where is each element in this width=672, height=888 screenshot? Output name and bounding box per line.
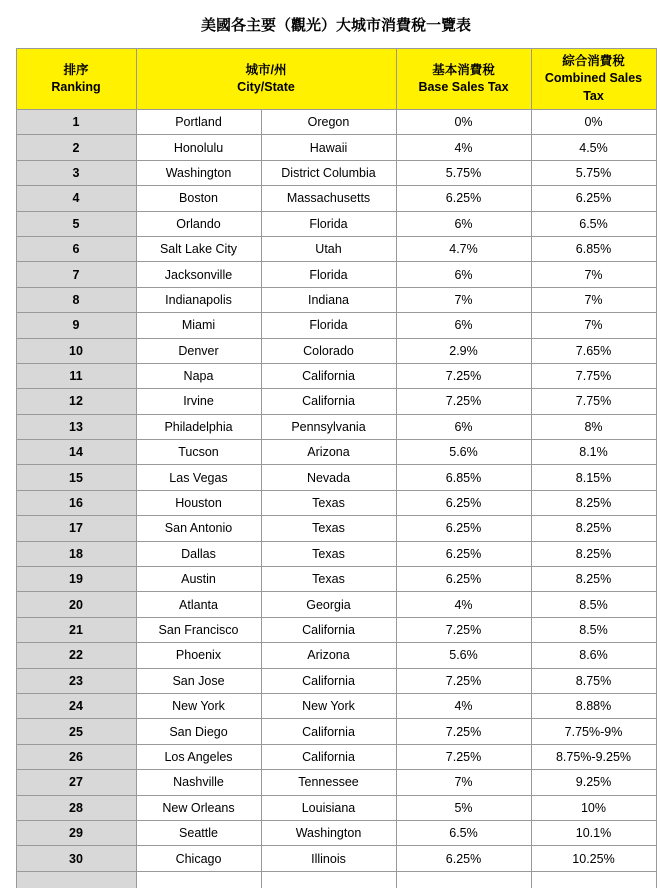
rank-cell: 12 xyxy=(16,389,136,414)
table-row xyxy=(16,186,656,211)
header-row xyxy=(16,49,656,110)
table-row xyxy=(16,338,656,363)
header-ranking-en: Ranking xyxy=(51,80,101,94)
base-tax-cell: 7.25% xyxy=(396,363,531,388)
base-tax-cell: 5.75% xyxy=(396,160,531,185)
state-cell: Tennessee xyxy=(261,770,396,795)
table-row xyxy=(16,541,656,566)
combined-tax-cell: 8.1% xyxy=(531,440,656,465)
table-row xyxy=(16,567,656,592)
header-combined-tax xyxy=(531,49,656,110)
combined-tax-cell: 8.25% xyxy=(531,490,656,515)
base-tax-cell: 7.25% xyxy=(396,389,531,414)
base-tax-cell: 6.5% xyxy=(396,820,531,845)
table-row-partial xyxy=(16,871,656,888)
table-row xyxy=(16,440,656,465)
base-tax-cell: 6% xyxy=(396,414,531,439)
table-row xyxy=(16,110,656,135)
rank-cell: 6 xyxy=(16,236,136,261)
city-cell: Dallas xyxy=(136,541,261,566)
city-cell: San Francisco xyxy=(136,617,261,642)
table-row xyxy=(16,287,656,312)
table-row xyxy=(16,135,656,160)
city-cell: Chicago xyxy=(136,846,261,871)
table-row xyxy=(16,160,656,185)
rank-cell: 7 xyxy=(16,262,136,287)
base-tax-cell: 7.25% xyxy=(396,744,531,769)
combined-tax-cell: 10% xyxy=(531,795,656,820)
page-title: 美國各主要（觀光）大城市消費稅一覽表 xyxy=(200,17,471,34)
rank-cell: 11 xyxy=(16,363,136,388)
state-cell: Arizona xyxy=(261,643,396,668)
state-cell: District Columbia xyxy=(261,160,396,185)
combined-tax-cell: 8.25% xyxy=(531,541,656,566)
city-cell: Irvine xyxy=(136,389,261,414)
state-cell: California xyxy=(261,363,396,388)
base-tax-cell: 6.25% xyxy=(396,516,531,541)
table-row xyxy=(16,617,656,642)
city-cell: Indianapolis xyxy=(136,287,261,312)
city-cell: Seattle xyxy=(136,820,261,845)
base-tax-cell: 5% xyxy=(396,795,531,820)
table-row xyxy=(16,389,656,414)
sales-tax-table xyxy=(16,48,657,888)
combined-tax-cell: 5.75% xyxy=(531,160,656,185)
base-tax-cell: 7.25% xyxy=(396,668,531,693)
state-cell: Florida xyxy=(261,262,396,287)
rank-cell: 19 xyxy=(16,567,136,592)
state-cell: Texas xyxy=(261,541,396,566)
rank-cell: 1 xyxy=(16,110,136,135)
rank-cell: 8 xyxy=(16,287,136,312)
combined-tax-cell: 8% xyxy=(531,414,656,439)
rank-cell: 20 xyxy=(16,592,136,617)
header-combined-tax-zh: 綜合消費稅 xyxy=(562,53,625,68)
base-tax-cell: 7.25% xyxy=(396,719,531,744)
empty-cell xyxy=(396,871,531,888)
state-cell: Colorado xyxy=(261,338,396,363)
city-cell: New York xyxy=(136,693,261,718)
table-row xyxy=(16,643,656,668)
city-cell: San Jose xyxy=(136,668,261,693)
city-cell: New Orleans xyxy=(136,795,261,820)
combined-tax-cell: 9.25% xyxy=(531,770,656,795)
rank-cell: 24 xyxy=(16,693,136,718)
city-cell: San Diego xyxy=(136,719,261,744)
rank-cell: 25 xyxy=(16,719,136,744)
combined-tax-cell: 8.5% xyxy=(531,617,656,642)
city-cell: Atlanta xyxy=(136,592,261,617)
base-tax-cell: 7% xyxy=(396,770,531,795)
combined-tax-cell: 7.75% xyxy=(531,363,656,388)
combined-tax-cell: 8.5% xyxy=(531,592,656,617)
city-cell: Portland xyxy=(136,110,261,135)
base-tax-cell: 2.9% xyxy=(396,338,531,363)
rank-cell: 18 xyxy=(16,541,136,566)
table-row xyxy=(16,465,656,490)
rank-cell: 29 xyxy=(16,820,136,845)
state-cell: California xyxy=(261,719,396,744)
table-row xyxy=(16,414,656,439)
combined-tax-cell: 7.75%-9% xyxy=(531,719,656,744)
table-row xyxy=(16,795,656,820)
base-tax-cell: 6% xyxy=(396,262,531,287)
city-cell: Honolulu xyxy=(136,135,261,160)
header-city-state xyxy=(136,49,396,110)
table-row xyxy=(16,592,656,617)
base-tax-cell: 6.25% xyxy=(396,490,531,515)
combined-tax-cell: 7% xyxy=(531,313,656,338)
empty-cell xyxy=(261,871,396,888)
rank-cell: 14 xyxy=(16,440,136,465)
table-row xyxy=(16,668,656,693)
header-ranking-zh: 排序 xyxy=(63,62,89,77)
city-cell: Tucson xyxy=(136,440,261,465)
base-tax-cell: 6% xyxy=(396,211,531,236)
table-row xyxy=(16,490,656,515)
city-cell: Jacksonville xyxy=(136,262,261,287)
city-cell: Nashville xyxy=(136,770,261,795)
state-cell: Louisiana xyxy=(261,795,396,820)
base-tax-cell: 7% xyxy=(396,287,531,312)
city-cell: Austin xyxy=(136,567,261,592)
combined-tax-cell: 7.75% xyxy=(531,389,656,414)
table-body xyxy=(16,110,656,888)
header-city-state-en: City/State xyxy=(237,80,295,94)
base-tax-cell: 5.6% xyxy=(396,440,531,465)
city-cell: Miami xyxy=(136,313,261,338)
state-cell: New York xyxy=(261,693,396,718)
header-city-state-zh: 城市/州 xyxy=(245,62,287,77)
combined-tax-cell: 6.25% xyxy=(531,186,656,211)
table-row xyxy=(16,770,656,795)
rank-cell: 28 xyxy=(16,795,136,820)
state-cell: Florida xyxy=(261,313,396,338)
city-cell: Phoenix xyxy=(136,643,261,668)
table-row xyxy=(16,744,656,769)
combined-tax-cell: 6.85% xyxy=(531,236,656,261)
combined-tax-cell: 8.75% xyxy=(531,668,656,693)
rank-cell: 23 xyxy=(16,668,136,693)
city-cell: Houston xyxy=(136,490,261,515)
base-tax-cell: 6.25% xyxy=(396,846,531,871)
state-cell: Texas xyxy=(261,490,396,515)
city-cell: Las Vegas xyxy=(136,465,261,490)
city-cell: Napa xyxy=(136,363,261,388)
rank-cell: 16 xyxy=(16,490,136,515)
rank-cell: 21 xyxy=(16,617,136,642)
city-cell: Philadelphia xyxy=(136,414,261,439)
city-cell: San Antonio xyxy=(136,516,261,541)
state-cell: Washington xyxy=(261,820,396,845)
state-cell: Arizona xyxy=(261,440,396,465)
base-tax-cell: 4% xyxy=(396,592,531,617)
rank-cell: 15 xyxy=(16,465,136,490)
empty-cell xyxy=(136,871,261,888)
state-cell: Massachusetts xyxy=(261,186,396,211)
table-row xyxy=(16,719,656,744)
state-cell: California xyxy=(261,668,396,693)
state-cell: Pennsylvania xyxy=(261,414,396,439)
state-cell: Utah xyxy=(261,236,396,261)
table-row xyxy=(16,211,656,236)
combined-tax-cell: 6.5% xyxy=(531,211,656,236)
combined-tax-cell: 8.25% xyxy=(531,567,656,592)
rank-cell: 13 xyxy=(16,414,136,439)
state-cell: California xyxy=(261,617,396,642)
header-combined-tax-en: Combined Sales Tax xyxy=(544,71,643,103)
state-cell: Texas xyxy=(261,567,396,592)
table-row xyxy=(16,846,656,871)
state-cell: Illinois xyxy=(261,846,396,871)
state-cell: Indiana xyxy=(261,287,396,312)
rank-cell: 27 xyxy=(16,770,136,795)
state-cell: California xyxy=(261,744,396,769)
combined-tax-cell: 0% xyxy=(531,110,656,135)
combined-tax-cell: 7% xyxy=(531,262,656,287)
table-row xyxy=(16,236,656,261)
rank-cell: 22 xyxy=(16,643,136,668)
combined-tax-cell: 4.5% xyxy=(531,135,656,160)
table-row xyxy=(16,363,656,388)
combined-tax-cell: 7.65% xyxy=(531,338,656,363)
rank-cell: 30 xyxy=(16,846,136,871)
state-cell: Nevada xyxy=(261,465,396,490)
state-cell: California xyxy=(261,389,396,414)
rank-cell: 2 xyxy=(16,135,136,160)
state-cell: Oregon xyxy=(261,110,396,135)
base-tax-cell: 5.6% xyxy=(396,643,531,668)
rank-cell: 4 xyxy=(16,186,136,211)
rank-cell: 17 xyxy=(16,516,136,541)
table-row xyxy=(16,262,656,287)
base-tax-cell: 4% xyxy=(396,135,531,160)
combined-tax-cell: 8.75%-9.25% xyxy=(531,744,656,769)
combined-tax-cell: 8.6% xyxy=(531,643,656,668)
city-cell: Salt Lake City xyxy=(136,236,261,261)
empty-cell xyxy=(531,871,656,888)
combined-tax-cell: 10.25% xyxy=(531,846,656,871)
table-row xyxy=(16,313,656,338)
header-ranking xyxy=(16,49,136,110)
city-cell: Boston xyxy=(136,186,261,211)
base-tax-cell: 6.25% xyxy=(396,541,531,566)
state-cell: Georgia xyxy=(261,592,396,617)
base-tax-cell: 6.25% xyxy=(396,186,531,211)
city-cell: Denver xyxy=(136,338,261,363)
base-tax-cell: 6.25% xyxy=(396,567,531,592)
base-tax-cell: 6.85% xyxy=(396,465,531,490)
combined-tax-cell: 8.88% xyxy=(531,693,656,718)
header-base-tax-zh: 基本消費稅 xyxy=(432,62,495,77)
city-cell: Orlando xyxy=(136,211,261,236)
base-tax-cell: 4.7% xyxy=(396,236,531,261)
state-cell: Hawaii xyxy=(261,135,396,160)
rank-cell: 3 xyxy=(16,160,136,185)
rank-cell: 10 xyxy=(16,338,136,363)
rank-cell: 26 xyxy=(16,744,136,769)
combined-tax-cell: 8.15% xyxy=(531,465,656,490)
base-tax-cell: 0% xyxy=(396,110,531,135)
base-tax-cell: 7.25% xyxy=(396,617,531,642)
city-cell: Los Angeles xyxy=(136,744,261,769)
header-base-tax-en: Base Sales Tax xyxy=(418,80,509,94)
rank-cell xyxy=(16,871,136,888)
table-row xyxy=(16,693,656,718)
base-tax-cell: 4% xyxy=(396,693,531,718)
combined-tax-cell: 7% xyxy=(531,287,656,312)
combined-tax-cell: 10.1% xyxy=(531,820,656,845)
combined-tax-cell: 8.25% xyxy=(531,516,656,541)
city-cell: Washington xyxy=(136,160,261,185)
state-cell: Florida xyxy=(261,211,396,236)
table-row xyxy=(16,820,656,845)
table-row xyxy=(16,516,656,541)
base-tax-cell: 6% xyxy=(396,313,531,338)
state-cell: Texas xyxy=(261,516,396,541)
rank-cell: 5 xyxy=(16,211,136,236)
header-base-tax xyxy=(396,49,531,110)
rank-cell: 9 xyxy=(16,313,136,338)
